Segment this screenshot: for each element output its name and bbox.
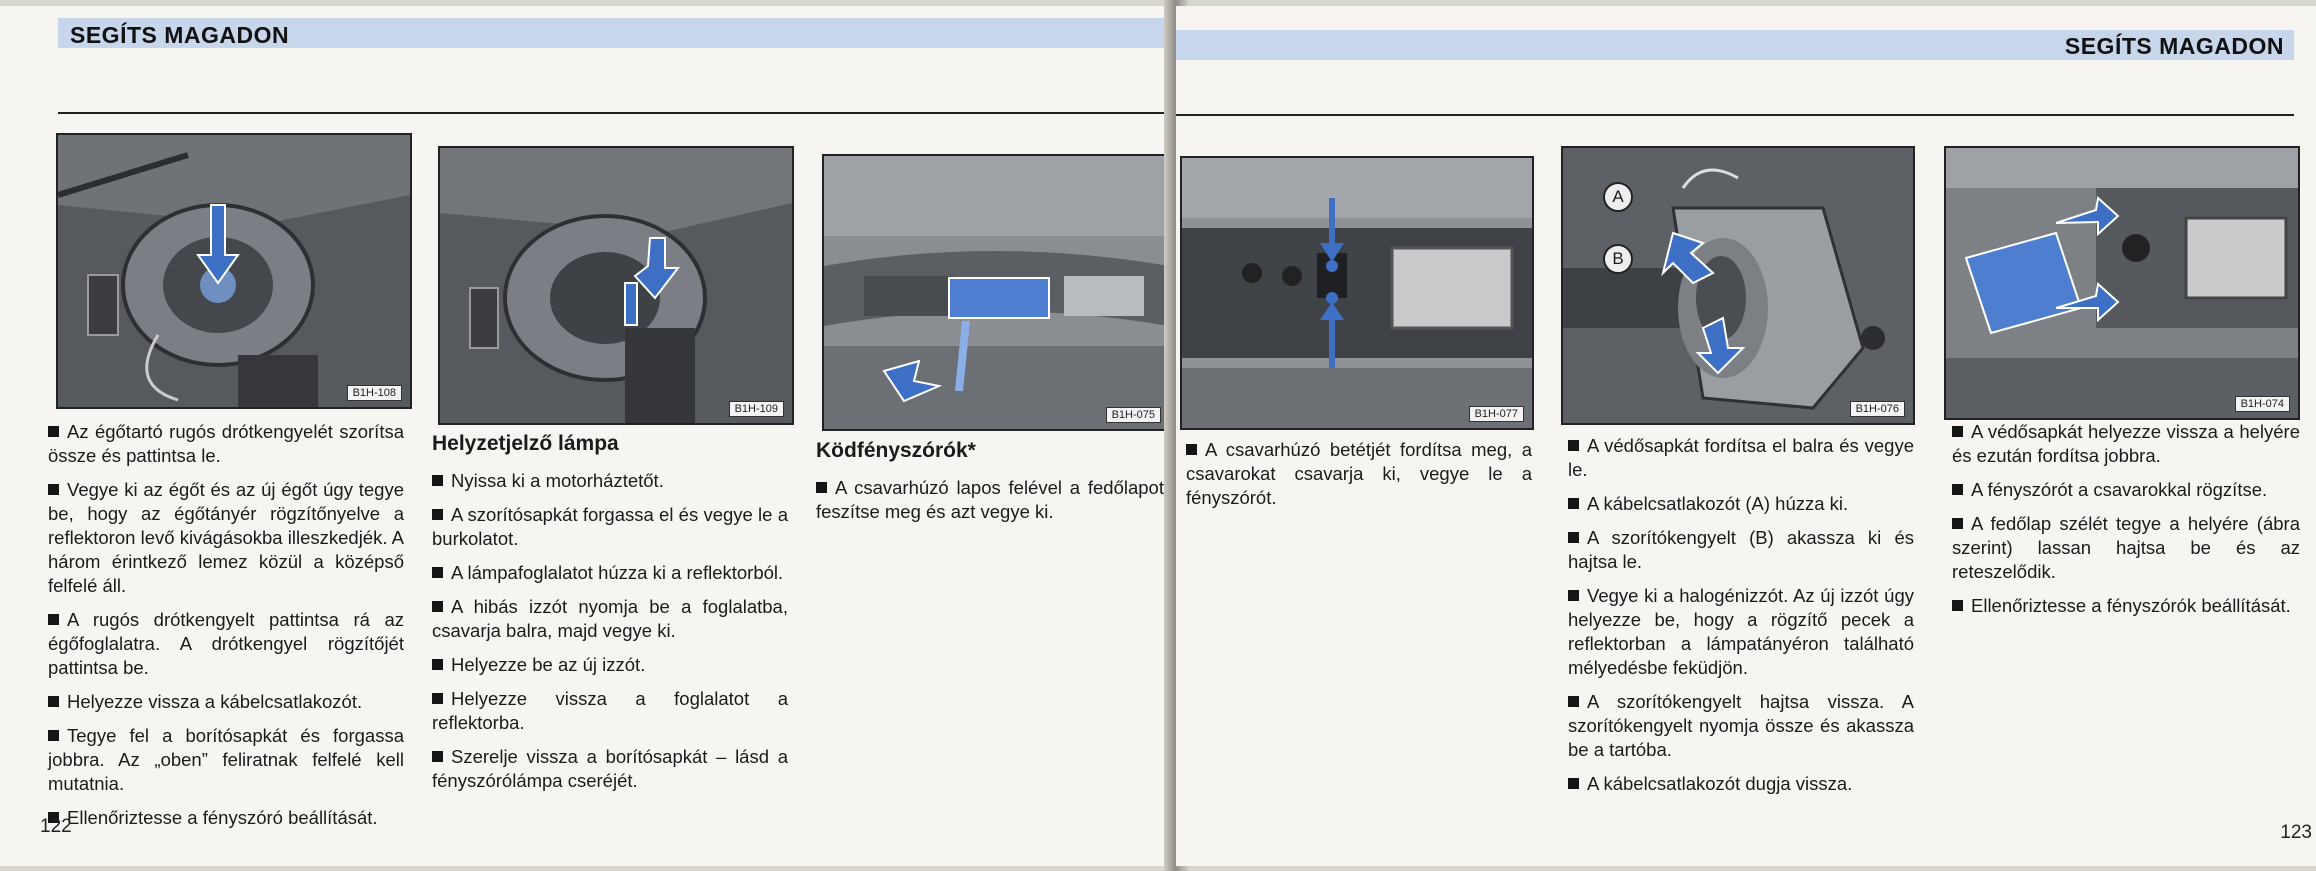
bullet-square [432,693,443,704]
step-item [1568,584,1914,680]
step-item [48,806,404,830]
step-text: A rugós drótkengyelt pattintsa rá az égőfoglalatra. A drótkengyel rögzítőjét pattintsa be. [48,609,404,678]
page-number: 123 [2280,822,2312,843]
page-header-title: SEGÍTS MAGADON [2064,33,2284,59]
step-text: A szorítókengyelt (B) akassza ki és hajtsa le. [1568,527,1914,572]
step-item [1186,438,1532,510]
step-text: A csavarhúzó betétjét fordítsa meg, a csavarokat csavarja ki, vegye le a fényszórót. [1186,439,1532,508]
step-item [1952,512,2300,584]
step-item [432,687,788,735]
step-item [48,724,404,796]
position-lamp-illustration [440,148,792,423]
page-header-title: SEGÍTS MAGADON [70,22,290,48]
bullet-square [1952,600,1963,611]
bullet-square [1568,532,1579,543]
fog-light-screws-illustration [1182,158,1532,428]
bullet-square [432,567,443,578]
step-item [1568,492,1914,516]
step-item [1952,420,2300,468]
step-item [1952,478,2300,502]
step-text: A szorítósapkát forgassa el és vegye le a burkolatot. [432,504,788,549]
step-text: Az égőtartó rugós drótkengyelét szorítsa össze és pattintsa le. [48,421,404,466]
fog-light-cover-illustration [824,156,1169,429]
step-text: A védősapkát helyezze vissza a helyére és ezután fordítsa jobbra. [1952,421,2300,466]
figure-label: B1H-075 [1106,407,1161,423]
step-item [1568,690,1914,762]
text-column-3 [816,438,1164,534]
bullet-square [1186,444,1197,455]
step-text: Tegye fel a borítósapkát és forgassa jobbra. Az „oben” feliratnak felfelé kell mutatnia. [48,725,404,794]
figure-position-lamp [438,146,794,425]
bullet-square [1952,518,1963,529]
step-item [48,420,404,468]
figure-label: B1H-076 [1850,401,1905,417]
step-item [816,476,1164,524]
step-text: A lámpafoglalatot húzza ki a reflektorból. [451,562,784,583]
bullet-square [48,426,59,437]
section-heading: Ködfényszórók* [816,439,976,462]
step-text: Ellenőriztesse a fényszóró beállítását. [67,807,378,828]
callout-b: B [1603,244,1633,274]
bullet-square [1568,696,1579,707]
step-item [48,478,404,598]
figure-fog-light-cover [822,154,1171,431]
step-text: Nyissa ki a motorháztetőt. [451,470,664,491]
step-text: Helyezze be az új izzót. [451,654,646,675]
figure-fog-light-screws [1180,156,1534,430]
step-item [432,745,788,793]
bullet-square [1568,590,1579,601]
bullet-square [1568,440,1579,451]
step-text: A hibás izzót nyomja be a foglalatba, csavarja balra, majd vegye ki. [432,596,788,641]
step-text: A szorítókengyelt hajtsa vissza. A szorítókengyelt nyomja össze és akassza be a tartóba. [1568,691,1914,760]
text-column-1 [48,420,404,840]
bullet-square [48,730,59,741]
step-text: Vegye ki a halogénizzót. Az új izzót úgy helyezze be, hogy a rögzítő pecek a reflektorban a lámpatányéron található mélyedésbe feküdjön. [1568,585,1914,678]
header-rule [1176,114,2294,116]
cover-refit-illustration [1946,148,2298,418]
figure-fog-light-cover-refit [1944,146,2300,420]
figure-label: B1H-108 [347,385,402,401]
figure-label: B1H-074 [2235,396,2290,412]
step-item [48,690,404,714]
step-text: A fedőlap szélét tegye a helyére (ábra szerint) lassan hajtsa be és az reteszelődik. [1952,513,2300,582]
step-text: Ellenőriztesse a fényszórók beállítását. [1971,595,2291,616]
step-item [1568,526,1914,574]
figure-halogen-bulb [1561,146,1915,425]
step-text: A fényszórót a csavarokkal rögzítse. [1971,479,2268,500]
text-column-2 [1568,434,1914,806]
right-page [1176,6,2316,866]
bullet-square [816,482,827,493]
text-column-1 [1186,438,1532,520]
step-item [1568,434,1914,482]
bullet-square [432,509,443,520]
bullet-square [432,601,443,612]
figure-headlight-bulb-spring [56,133,412,409]
bullet-square [432,751,443,762]
step-text: A csavarhúzó lapos felével a fedőlapot feszítse meg és azt vegye ki. [816,477,1164,522]
step-item [432,595,788,643]
left-page [0,6,1172,866]
headlight-bulb-illustration [58,135,410,407]
text-column-3 [1952,420,2300,628]
step-item [1952,594,2300,618]
step-text: Helyezze vissza a foglalatot a reflektorba. [432,688,788,733]
bullet-square [48,614,59,625]
step-item [432,469,788,493]
bullet-square [1568,778,1579,789]
bullet-square [432,475,443,486]
bullet-square [1952,484,1963,495]
step-text: Szerelje vissza a borítósapkát – lásd a fényszórólámpa cseréjét. [432,746,788,791]
step-text: A kábelcsatlakozót (A) húzza ki. [1587,493,1849,514]
text-column-2 [432,431,788,803]
figure-label: B1H-109 [729,401,784,417]
step-item [1568,772,1914,796]
step-text: Vegye ki az égőt és az új égőt úgy tegye be, hogy az égőtányér rögzítőnyelve a reflektoron levő kivágásokba illeszkedjék. A három érintkező lemez közül a középső felfelé áll. [48,479,404,596]
step-item [432,653,788,677]
bullet-square [48,696,59,707]
figure-label: B1H-077 [1469,406,1524,422]
callout-a: A [1603,182,1633,212]
step-text: A védősapkát fordítsa el balra és vegye le. [1568,435,1914,480]
step-text: A kábelcsatlakozót dugja vissza. [1587,773,1853,794]
page-number: 122 [40,816,72,837]
step-item [432,561,788,585]
bullet-square [1568,498,1579,509]
bullet-square [432,659,443,670]
bullet-square [1952,426,1963,437]
step-text: Helyezze vissza a kábelcsatlakozót. [67,691,363,712]
header-rule [58,112,1172,114]
section-heading: Helyzetjelző lámpa [432,432,619,455]
bullet-square [48,484,59,495]
step-item [432,503,788,551]
step-item [48,608,404,680]
